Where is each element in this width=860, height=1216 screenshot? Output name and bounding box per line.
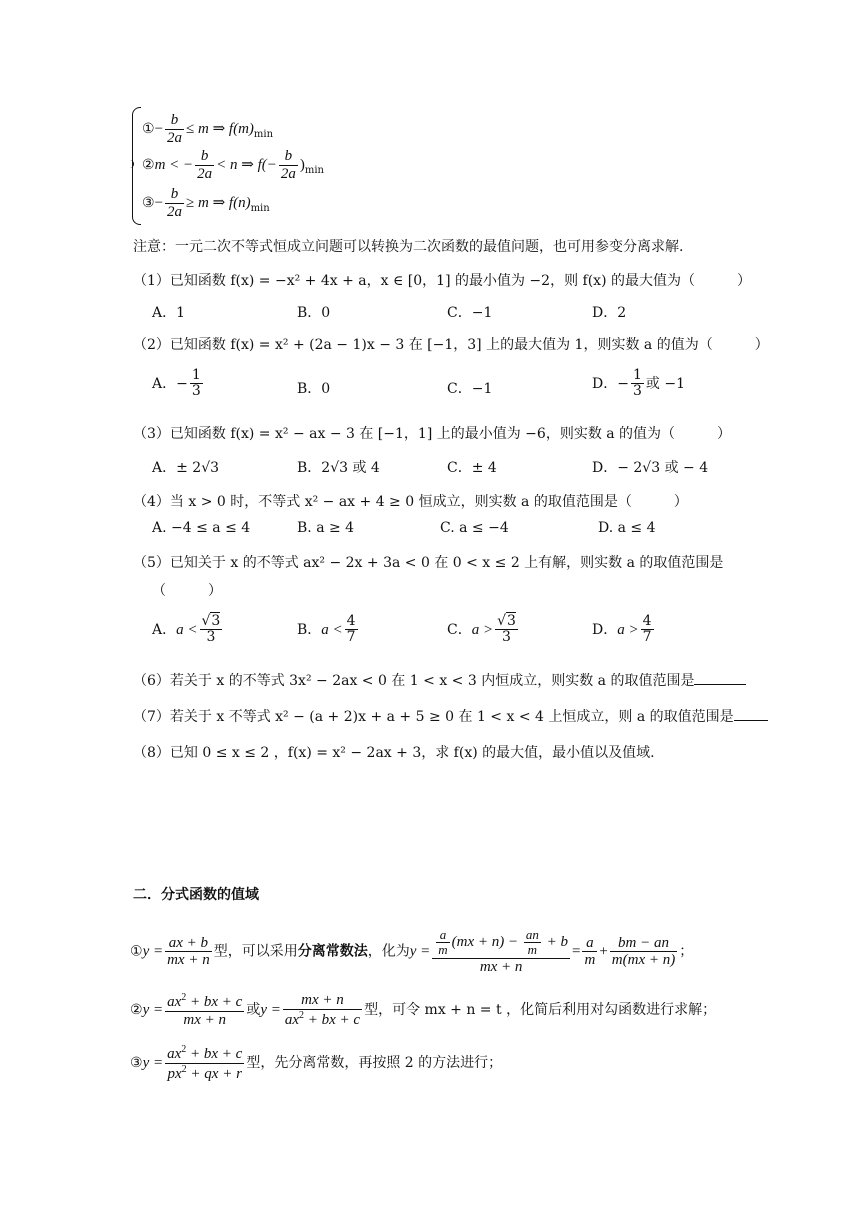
q2-option-a-sign: − [176,375,188,392]
q5-option-c[interactable]: C．a > $\frac{√3}{3}$ [447,613,516,646]
case-1-min: min [253,128,274,140]
item-3-text: 型，先分离常数，再按照 2 的方法进行； [246,1055,503,1071]
q3-option-c[interactable]: C．± 4 [447,460,497,476]
question-1: （1）已知函数 f(x) = −x² + 4x + a，x ∈ [0，1] 的最小值为 −2，则 f(x) 的最大值为（ ） [133,273,751,289]
question-7 [133,706,768,726]
item-1-text2: ，化为 [367,943,410,960]
item-2-or: 或 [246,1002,261,1018]
question-5-paren: （ ） [152,583,222,599]
q5-option-a-expr: a < [176,621,198,638]
section-2-title: 二．分式函数的值域 [133,887,259,903]
case-2-head: m < − [154,157,194,173]
case-3: ③− $\frac{b}{2a}$ ≥ m ⇒ $f(n)_{min}$ [142,186,270,220]
q1-option-a[interactable]: A．1 [152,305,186,321]
q5-option-d-label: D． [592,621,618,638]
item-1-bold: 分离常数法 [297,943,368,960]
q1-option-c[interactable]: C．−1 [447,305,493,321]
question-6-answer-blank[interactable] [694,670,746,685]
q2-option-b[interactable]: B．0 [297,381,331,397]
item-2-text: 型，可令 mx + n = t ，化简后利用对勾函数进行求解； [364,1002,717,1018]
q4-option-a[interactable]: A. −4 ≤ a ≤ 4 [152,520,251,536]
section-2-item-1: ①y = $\frac{ax + b}{mx + n}$ 型，可以采用分离常数法，化为y = $\frac{a}{m}$ (mx + n) − $\frac{an}{m}$ + b mx + n = $\frac{a}{m}$ + $\frac{bm - an}{m(mx + n)}$ ； [130,927,694,975]
item-3-number: ③ [130,1055,143,1071]
item-1-number: ① [130,943,143,960]
question-3: （3）已知函数 f(x) = x² − ax − 3 在 [−1，1] 上的最小值为 −6，则实数 a 的值为（ ） [133,426,732,442]
q5-option-c-expr: a > [471,621,494,638]
case-2: ②m < − $\frac{b}{2a}$ < n ⇒ f(− $\frac{b}{2a}$ )$_{min}$ [142,148,324,182]
question-8: （8）已知 0 ≤ x ≤ 2 ，f(x) = x² − 2ax + 3，求 f(x) 的最大值，最小值以及值域. [133,745,655,761]
note: 注意：一元二次不等式恒成立问题可以转换为二次函数的最值问题，也可用参变分离求解. [133,239,684,255]
case-3-min: min [250,202,270,214]
q2-option-a-label: A． [152,375,177,392]
question-5: （5）已知关于 x 的不等式 ax² − 2x + 3a < 0 在 0 < x ≤ 2 上有解，则实数 a 的取值范围是 [133,555,724,571]
section-2-item-3: ③y = $\frac{ax^2 + bx + c}{px^2 + qx + r}$ 型，先分离常数，再按照 2 的方法进行； [130,1044,503,1082]
q5-option-b-label: B． [297,621,322,638]
q3-option-d[interactable]: D．− 2√3 或 − 4 [592,460,709,476]
case-2-min: min [304,164,324,176]
q5-option-b-expr: a < [321,621,343,638]
item-2-number: ② [130,1002,143,1018]
q3-option-b[interactable]: B．2√3 或 4 [297,460,380,476]
q3-option-a[interactable]: A．± 2√3 [152,460,220,476]
q2-option-d-tail: 或 −1 [645,375,685,392]
question-4: （4）当 x > 0 时，不等式 x² − ax + 4 ≥ 0 恒成立，则实数 a 的取值范围是（ ） [133,494,688,510]
q5-option-d[interactable]: D．a > $\frac{4}{7}$ [592,613,652,646]
q5-option-a-label: A． [152,621,177,638]
q2-option-c[interactable]: C．−1 [447,381,493,397]
q2-option-a[interactable]: A．− $\frac{1}{3}$ [152,367,201,400]
q2-option-d-label: D． [592,375,618,392]
question-7-text: （7）若关于 x 不等式 x² − (a + 2)x + a + 5 ≥ 0 在 1 < x < 4 上恒成立，则 a 的取值范围是 [133,709,734,725]
case-2-mid: < n ⇒ f(− [216,157,277,173]
case-3-number: ③ [142,195,155,211]
q5-option-d-expr: a > [617,621,639,638]
q4-option-b[interactable]: B. a ≥ 4 [297,520,355,536]
q5-option-c-label: C． [447,621,472,638]
q1-option-d[interactable]: D．2 [592,305,627,321]
q1-option-b[interactable]: B．0 [297,305,331,321]
section-2-item-2: ②y = $\frac{ax^2 + bx + c}{mx + n}$ 或y = $\frac{mx + n}{ax^2 + bx + c}$ 型，可令 mx + n = t ，化简后利用对勾函数进行求解； [130,992,717,1028]
question-2: （2）已知函数 f(x) = x² + (2a − 1)x − 3 在 [−1，3] 上的最大值为 1，则实数 a 的值为（ ） [133,337,769,353]
item-1-text: 型，可以采用 [213,943,298,960]
question-6-text: （6）若关于 x 的不等式 3x² − 2ax < 0 在 1 < x < 3 内恒成立，则实数 a 的取值范围是 [133,673,695,689]
case-3-text: ≥ m ⇒ f(n) [186,195,251,211]
question-7-answer-blank[interactable] [734,706,768,721]
q4-option-d[interactable]: D. a ≤ 4 [598,520,656,536]
q5-option-b[interactable]: B．a < $\frac{4}{7}$ [297,613,356,646]
case-1: ①− $\frac{b}{2a}$ ≤ m ⇒ $f(m)_{min}$ [142,112,274,146]
case-2-number: ② [142,157,155,173]
case-1-text: ≤ m ⇒ f(m) [186,121,254,137]
question-6 [133,670,746,690]
q4-option-c[interactable]: C. a ≤ −4 [440,520,509,536]
q2-option-d[interactable]: D．− $\frac{1}{3}$ 或 −1 [592,367,685,400]
q5-option-a[interactable]: A．a < $\frac{√3}{3}$ [152,613,221,646]
case-1-number: ① [142,121,155,137]
